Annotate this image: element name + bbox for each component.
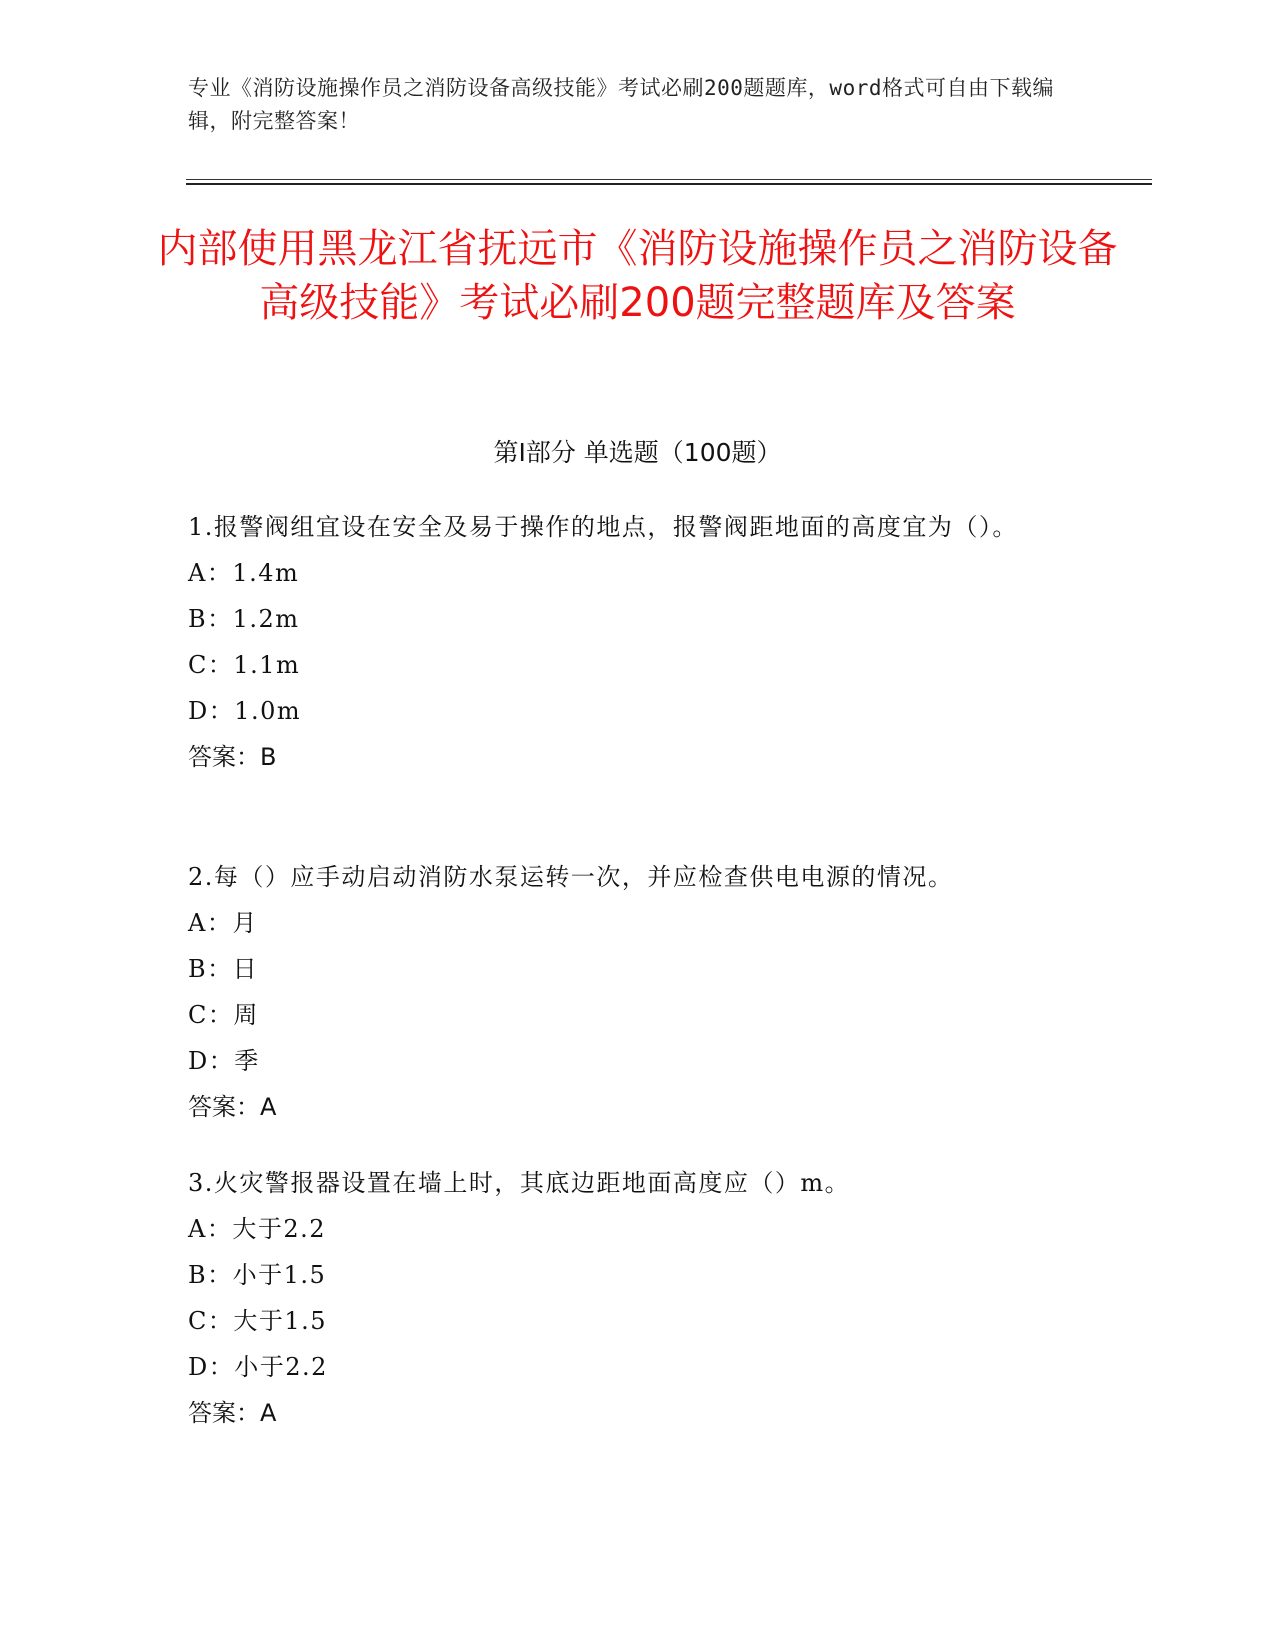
question-stem: 3.火灾警报器设置在墙上时，其底边距地面高度应（）m。 xyxy=(188,1169,851,1197)
option-a: A：大于2.2 xyxy=(188,1215,326,1243)
document-title: 内部使用黑龙江省抚远市《消防设施操作员之消防设备高级技能》考试必刷200题完整题库及答案 xyxy=(157,226,1118,326)
header-divider-thin xyxy=(186,179,1152,180)
option-b: B：日 xyxy=(188,955,259,983)
answer: 答案：A xyxy=(188,1093,277,1121)
question-2 xyxy=(188,854,1088,1130)
question-1 xyxy=(188,504,1088,780)
option-c: C：1.1m xyxy=(188,651,301,679)
answer: 答案：A xyxy=(188,1399,277,1427)
option-c: C：大于1.5 xyxy=(188,1307,328,1335)
header-divider-thick xyxy=(186,183,1152,185)
option-c: C：周 xyxy=(188,1001,259,1029)
question-stem: 2.每（）应手动启动消防水泵运转一次，并应检查供电电源的情况。 xyxy=(188,863,954,891)
section-title: 第Ⅰ部分 单选题（100题） xyxy=(493,438,782,467)
question-3 xyxy=(188,1160,1088,1436)
option-a: A：1.4m xyxy=(188,559,300,587)
option-d: D：小于2.2 xyxy=(188,1353,328,1381)
option-b: B：小于1.5 xyxy=(188,1261,327,1289)
header-note: 专业《消防设施操作员之消防设备高级技能》考试必刷200题题库，word格式可自由下载编辑，附完整答案！ xyxy=(188,76,1054,133)
option-d: D：季 xyxy=(188,1047,260,1075)
option-a: A：月 xyxy=(188,909,258,937)
option-d: D：1.0m xyxy=(188,697,302,725)
option-b: B：1.2m xyxy=(188,605,300,633)
answer: 答案：B xyxy=(188,743,277,771)
question-stem: 1.报警阀组宜设在安全及易于操作的地点，报警阀距地面的高度宜为（）。 xyxy=(188,513,1018,541)
